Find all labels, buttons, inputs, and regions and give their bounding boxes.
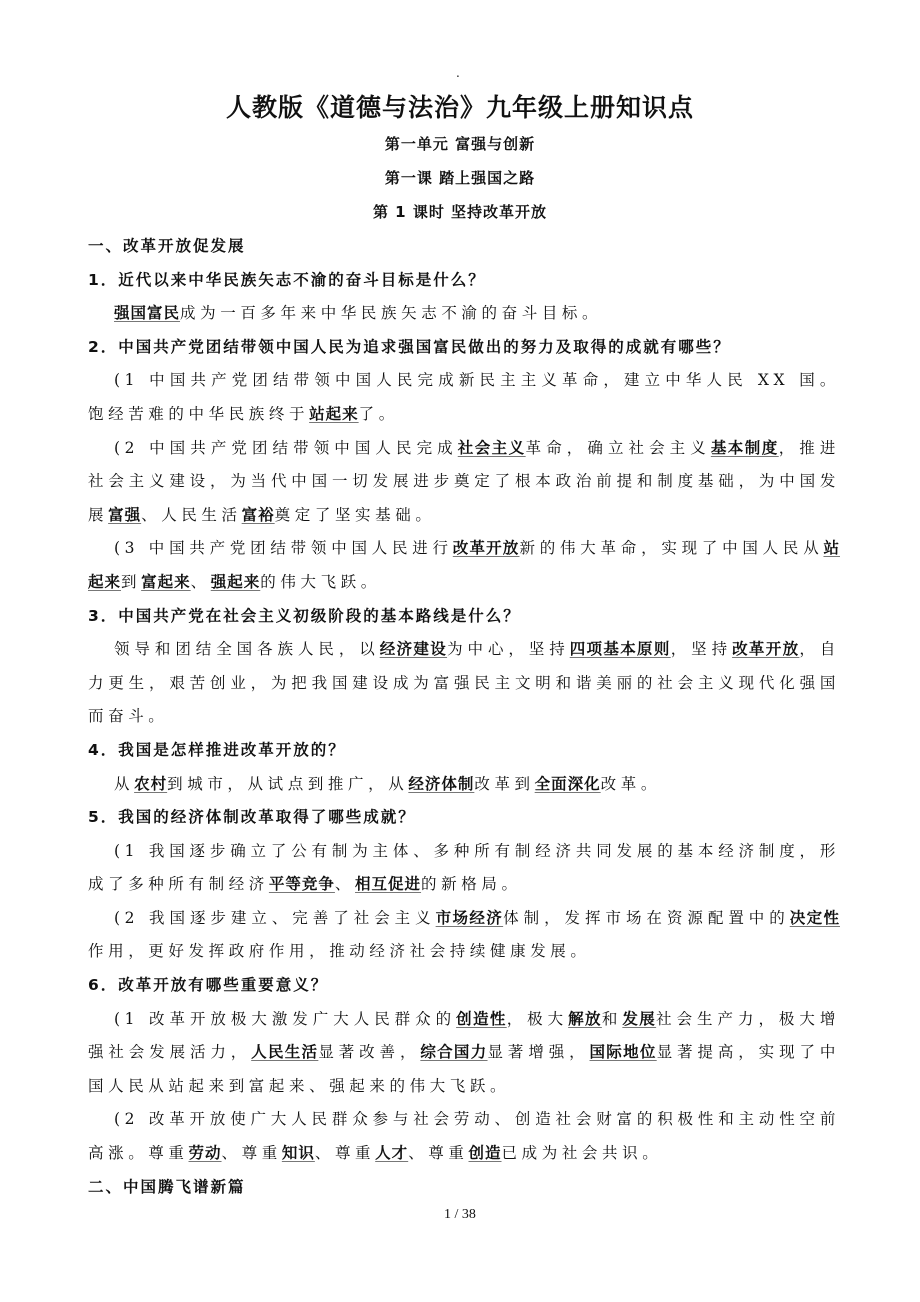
section-heading: [88, 734, 840, 768]
lesson-heading: 第一课 踏上强国之路: [384, 169, 536, 187]
section-heading: [88, 1171, 840, 1205]
key-term: 经济建设: [379, 640, 448, 659]
paragraph: [88, 297, 840, 331]
key-term: 站起来: [309, 404, 359, 423]
header-dot: .: [456, 66, 460, 80]
text-segment: 的新格局。: [421, 875, 522, 894]
text-segment: 二、中国腾飞谱新篇: [88, 1177, 246, 1196]
page-number: 1 / 38: [444, 1207, 476, 1222]
text-segment: 奠定了坚实基础。: [274, 505, 436, 524]
section-heading: [88, 230, 840, 264]
text-segment: 、尊重: [314, 1144, 376, 1163]
key-term: 经济体制: [408, 774, 475, 793]
text-segment: ，自力更生，艰苦创业，为把我国建设成为富强民主文明和谐美丽的社会主义现代化强国而奋斗。: [88, 640, 840, 726]
text-segment: ，推进社会主义建设，为当代中国一切发展进步奠定了根本政治前提和制度基础，为中国发展: [88, 438, 840, 524]
key-term: 劳动: [188, 1144, 222, 1163]
text-segment: 6．改革开放有哪些重要意义？: [88, 976, 329, 995]
text-segment: 1．近代以来中华民族矢志不渝的奋斗目标是什么？: [88, 270, 486, 289]
text-segment: 已成为社会共识。: [501, 1144, 663, 1163]
text-segment: 领导和团结全国各族人民，以: [114, 640, 380, 659]
text-segment: 革命，确立社会主义: [525, 438, 711, 457]
paragraph: [88, 364, 840, 431]
text-segment: 体制，发挥市场在资源配置中的: [503, 908, 790, 927]
key-term: 解放: [568, 1009, 602, 1028]
text-segment: 、: [190, 572, 211, 591]
text-segment: (1 我国逐步确立了公有制为主体、多种所有制经济共同发展的基本经济制度，形成了多种所有制经济: [88, 841, 840, 894]
key-term: 富起来: [141, 572, 191, 591]
key-term: 社会主义: [457, 438, 526, 457]
paragraph: [88, 768, 840, 802]
paragraph: [88, 633, 840, 734]
text-segment: 5．我国的经济体制改革取得了哪些成就？: [88, 808, 416, 827]
paragraph: [88, 1003, 840, 1104]
key-term: 人才: [375, 1144, 409, 1163]
text-segment: 显著改善，: [318, 1043, 421, 1062]
text-segment: 显著提高，实现了中国人民从站起来到富起来、强起来的伟大飞跃。: [88, 1043, 840, 1095]
text-segment: 2．中国共产党团结带领中国人民为追求强国富民做出的努力及取得的成就有哪些？: [88, 337, 731, 356]
text-segment: 从: [114, 774, 135, 793]
text-segment: (1 改革开放极大激发广大人民群众的: [114, 1009, 457, 1028]
key-term: 知识: [281, 1144, 315, 1163]
text-segment: 改革到: [474, 774, 535, 793]
key-term: 农村: [134, 774, 168, 793]
text-segment: (3 中国共产党团结带领中国人民进行: [114, 539, 453, 558]
key-term: 全面深化: [534, 774, 601, 793]
text-segment: 显著增强，: [487, 1043, 590, 1062]
text-segment: 和: [601, 1009, 623, 1028]
document-body: [88, 230, 840, 1204]
key-term: 相互促进: [355, 875, 422, 894]
section-heading: [88, 331, 840, 365]
section-heading: [88, 264, 840, 298]
paragraph: [88, 902, 840, 969]
text-segment: 4．我国是怎样推进改革开放的？: [88, 740, 346, 759]
key-term: 决定性: [789, 908, 840, 927]
text-segment: (2 中国共产党团结带领中国人民完成: [114, 438, 458, 457]
text-segment: 、: [334, 875, 356, 894]
key-term: 创造性: [456, 1009, 507, 1028]
text-segment: (1 中国共产党团结带领中国人民完成新民主主义革命，建立中华人民 XX 国。饱经苦难的中华民族终于: [88, 371, 840, 423]
text-segment: 、人民生活: [141, 505, 242, 524]
text-segment: 为中心，坚持: [447, 640, 570, 659]
text-segment: 一、改革开放促发展: [88, 237, 246, 255]
key-term: 强国富民: [114, 304, 181, 323]
key-term: 平等竞争: [268, 875, 335, 894]
key-term: 创造: [468, 1144, 502, 1163]
paragraph: [88, 532, 840, 599]
paragraph: [88, 432, 840, 533]
text-segment: 、尊重: [221, 1144, 282, 1163]
key-term: 富强: [108, 505, 142, 524]
key-term: 站起来: [88, 539, 840, 591]
section-heading: [88, 801, 840, 835]
text-segment: 了。: [358, 404, 399, 423]
text-segment: 到: [121, 572, 142, 591]
unit-heading: 第一单元 富强与创新: [384, 135, 536, 153]
section-heading: [88, 600, 840, 634]
document-title: 人教版《道德与法治》九年级上册知识点: [225, 93, 694, 122]
text-segment: 新的伟大革命，实现了中国人民从: [519, 539, 824, 558]
key-term: 综合国力: [420, 1043, 488, 1062]
text-segment: ，极大: [506, 1009, 569, 1028]
text-segment: (2 改革开放使广大人民群众参与社会劳动、创造社会财富的积极性和主动性空前高涨。尊重: [88, 1110, 840, 1163]
paragraph: [88, 1103, 840, 1170]
text-segment: 作用，更好发挥政府作用，推动经济社会持续健康发展。: [88, 942, 591, 961]
text-segment: ，坚持: [670, 640, 733, 659]
key-term: 强起来: [210, 572, 261, 591]
key-term: 国际地位: [589, 1043, 657, 1062]
key-term: 市场经济: [435, 908, 504, 927]
text-segment: 到城市，从试点到推广，从: [167, 774, 409, 793]
key-term: 富裕: [241, 505, 275, 524]
text-segment: 成为一百多年来中华民族矢志不渝的奋斗目标。: [180, 304, 603, 323]
key-term: 四项基本原则: [569, 640, 671, 659]
text-segment: 改革。: [600, 774, 661, 793]
text-segment: 3．中国共产党在社会主义初级阶段的基本路线是什么？: [88, 606, 521, 625]
text-segment: 社会生产力，极大增强社会发展活力，: [88, 1009, 840, 1062]
text-segment: (2 我国逐步建立、完善了社会主义: [114, 908, 436, 927]
text-segment: 、尊重: [408, 1144, 469, 1163]
key-term: 改革开放: [452, 539, 520, 558]
key-term: 人民生活: [251, 1043, 319, 1062]
text-segment: 的伟大飞跃。: [260, 572, 381, 591]
section-heading: [88, 969, 840, 1003]
paragraph: [88, 835, 840, 902]
period-heading: 第 1 课时 坚持改革开放: [372, 203, 548, 221]
key-term: 发展: [622, 1009, 657, 1028]
key-term: 改革开放: [732, 640, 800, 659]
key-term: 基本制度: [710, 438, 779, 457]
